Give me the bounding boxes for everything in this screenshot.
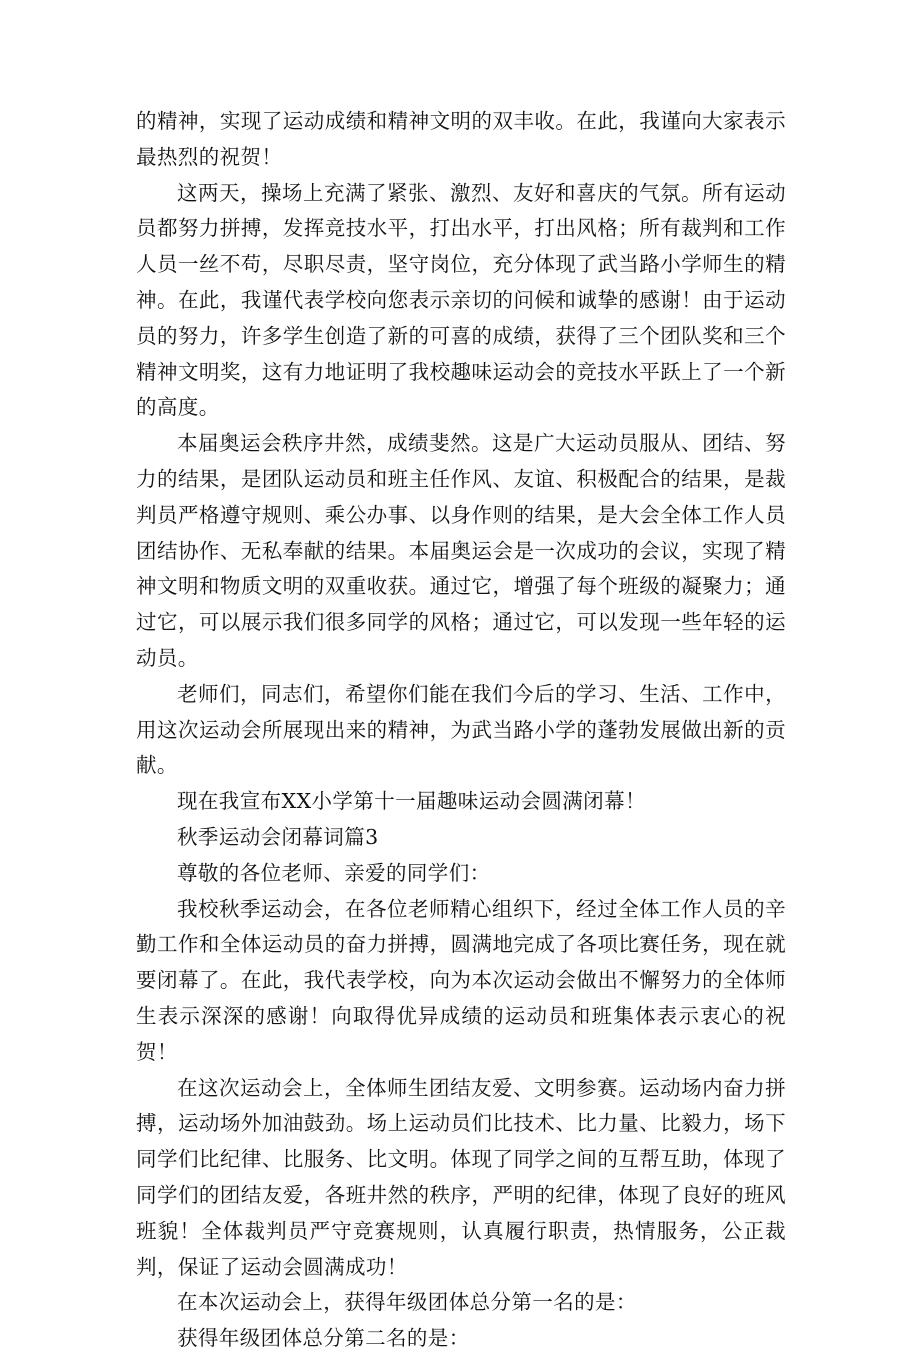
document-body xyxy=(136,104,786,1357)
paragraph-order-results: 本届奥运会秩序井然，成绩斐然。这是广大运动员服从、团结、努力的结果，是团队运动员和班主任作风、友谊、积极配合的结果，是裁判员严格遵守规则、乘公办事、以身作则的结果，是大会全体工作人员团结协作、无私奉献的结果。本届奥运会是一次成功的会议，实现了精神文明和物质文明的双重收获。通过它，增强了每个班级的凝聚力；通过它，可以展示我们很多同学的风格；通过它，可以发现一些年轻的运动员。 xyxy=(136,431,786,670)
salutation: 尊敬的各位老师、亲爱的同学们： xyxy=(177,860,491,885)
paragraph-hope: 老师们，同志们，希望你们能在我们今后的学习、生活、工作中，用这次运动会所展现出来的精神，为武当路小学的蓬勃发展做出新的贡献。 xyxy=(136,681,786,778)
paragraph-closing-announcement: 现在我宣布XX小学第十一届趣味运动会圆满闭幕！ xyxy=(177,789,646,814)
paragraph-first-place: 在本次运动会上，获得年级团体总分第一名的是： xyxy=(177,1290,637,1315)
paragraph-atmosphere: 这两天，操场上充满了紧张、激烈、友好和喜庆的气氛。所有运动员都努力拼搏，发挥竞技水平，打出水平，打出风格；所有裁判和工作人员一丝不苟，尽职尽责，坚守岗位，充分体现了武当路小学师生的精神。在此，我谨代表学校向您表示亲切的问候和诚挚的感谢！由于运动员的努力，许多学生创造了新的可喜的成绩，获得了三个团队奖和三个精神文明奖，这有力地证明了我校趣味运动会的竞技水平跃上了一个新的高度。 xyxy=(136,180,786,420)
paragraph-thanks: 我校秋季运动会，在各位老师精心组织下，经过全体工作人员的辛勤工作和全体运动员的奋力拼搏，圆满地完成了各项比赛任务，现在就要闭幕了。在此，我代表学校，向为本次运动会做出不懈努力的全体师生表示深深的感谢！向取得优异成绩的运动员和班集体表示衷心的祝贺！ xyxy=(136,896,786,1064)
paragraph-second-place: 获得年级团体总分第二名的是： xyxy=(177,1326,470,1351)
paragraph-unity: 在这次运动会上，全体师生团结友爱、文明参赛。运动场内奋力拼搏，运动场外加油鼓劲。场上运动员们比技术、比力量、比毅力，场下同学们比纪律、比服务、比文明。体现了同学之间的互帮互助，体现了同学们的团结友爱，各班井然的秩序，严明的纪律，体现了良好的班风班貌！全体裁判员严守竞赛规则，认真履行职责，热情服务，公正裁判，保证了运动会圆满成功！ xyxy=(136,1075,786,1279)
section-heading: 秋季运动会闭幕词篇3 xyxy=(177,824,379,849)
paragraph-continuation: 的精神，实现了运动成绩和精神文明的双丰收。在此，我谨向大家表示最热烈的祝贺！ xyxy=(136,109,786,169)
